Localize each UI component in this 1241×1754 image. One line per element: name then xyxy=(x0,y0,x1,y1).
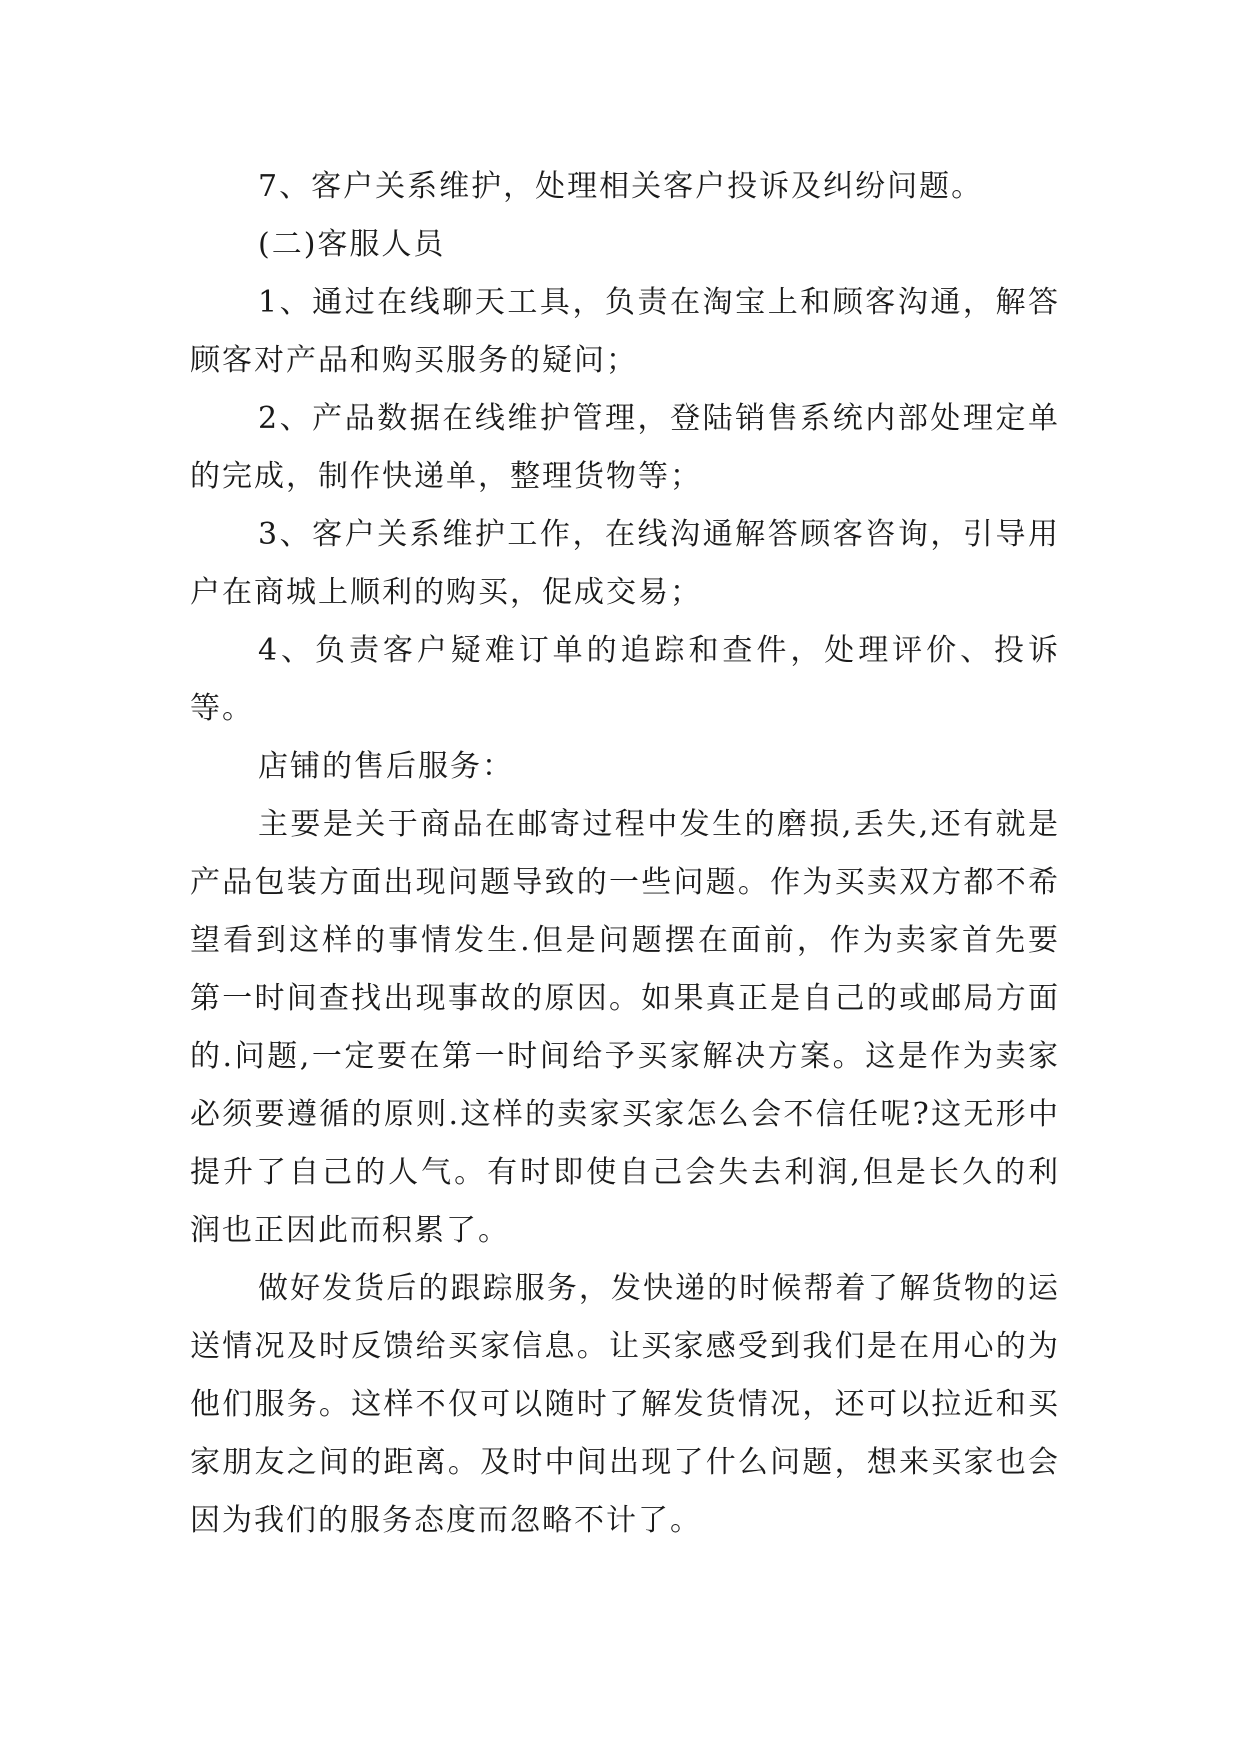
paragraph-after-sales-main: 主要是关于商品在邮寄过程中发生的磨损,丢失,还有就是产品包装方面出现问题导致的一些问题。作为买卖双方都不希望看到这样的事情发生.但是问题摆在面前，作为卖家首先要第一时间查找出现事故的原因。如果真正是自己的或邮局方面的.问题,一定要在第一时间给予买家解决方案。这是作为卖家必须要遵循的原则.这样的卖家买家怎么会不信任呢?这无形中提升了自己的人气。有时即使自己会失去利润,但是长久的利润也正因此而积累了。 xyxy=(190,807,1060,1248)
paragraph-item-2: 2、产品数据在线维护管理，登陆销售系统内部处理定单的完成，制作快递单，整理货物等； xyxy=(190,401,1060,494)
document-body xyxy=(190,158,1060,1550)
paragraph-item-1: 1、通过在线聊天工具，负责在淘宝上和顾客沟通，解答顾客对产品和购买服务的疑问； xyxy=(190,285,1060,378)
section-heading-after-sales: 店铺的售后服务： xyxy=(258,749,514,784)
paragraph-item-3: 3、客户关系维护工作，在线沟通解答顾客咨询，引导用户在商城上顺利的购买，促成交易； xyxy=(190,517,1060,610)
paragraph-item-7: 7、客户关系维护，处理相关客户投诉及纠纷问题。 xyxy=(258,169,984,204)
paragraph-shipping-tracking: 做好发货后的跟踪服务，发快递的时候帮着了解货物的运送情况及时反馈给买家信息。让买家感受到我们是在用心的为他们服务。这样不仅可以随时了解发货情况，还可以拉近和买家朋友之间的距离。及时中间出现了什么问题，想来买家也会因为我们的服务态度而忽略不计了。 xyxy=(190,1271,1060,1538)
section-heading-customer-service: (二)客服人员 xyxy=(258,227,446,262)
paragraph-item-4: 4、负责客户疑难订单的追踪和查件，处理评价、投诉等。 xyxy=(190,633,1060,726)
